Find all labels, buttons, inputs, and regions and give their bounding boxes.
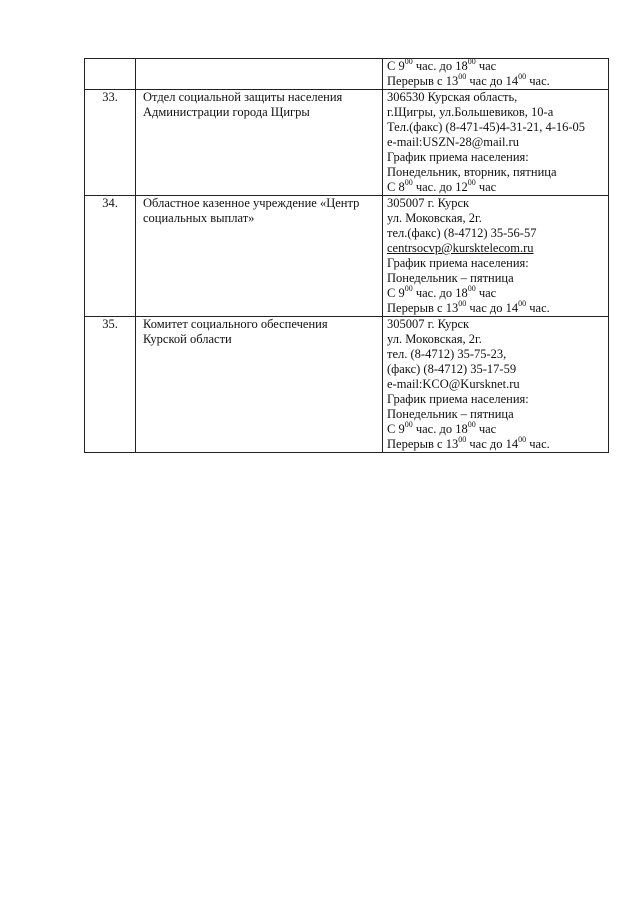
phone-line: Тел.(факс) (8-471-45)4-31-21, 4-16-05 <box>387 120 586 134</box>
address-line: ул. Моковская, 2г. <box>387 211 482 225</box>
schedule-title: График приема населения: <box>387 392 529 406</box>
schedule-days: Понедельник – пятница <box>387 271 514 285</box>
break-hours: Перерыв с $13^{00}$ час до $14^{00}$ час. <box>387 434 550 451</box>
table-row <box>85 196 609 317</box>
contact-cell <box>383 317 609 453</box>
contact-cell <box>383 90 609 196</box>
working-hours: С $8^{00}$ час. до $12^{00}$ час <box>387 177 497 194</box>
contact-cell <box>383 196 609 317</box>
schedule-days: Понедельник, вторник, пятница <box>387 165 557 179</box>
agency-name <box>136 59 383 90</box>
phone-line: тел. (8-4712) 35-75-23, <box>387 347 507 361</box>
contact-cell <box>383 56 609 90</box>
address-line: 305007 г. Курск <box>387 317 470 331</box>
row-number: 34. <box>85 196 136 317</box>
email-link[interactable]: centrsocvp@kursktelecom.ru <box>387 241 534 255</box>
email-line: e-mail:USZN-28@mail.ru <box>387 135 519 149</box>
agencies-table <box>84 58 609 453</box>
address-line: г.Щигры, ул.Большевиков, 10-а <box>387 105 554 119</box>
break-hours: Перерыв с $13^{00}$ час до $14^{00}$ час. <box>387 71 550 88</box>
address-line: ул. Моковская, 2г. <box>387 332 482 346</box>
schedule-title: График приема населения: <box>387 150 529 164</box>
agency-name: Отдел социальной защиты населения Администрации города Щигры <box>136 90 383 196</box>
schedule-days: Понедельник – пятница <box>387 407 514 421</box>
table-row <box>85 90 609 196</box>
table-row <box>85 59 609 90</box>
row-number: 35. <box>85 317 136 453</box>
email-line: e-mail:KCO@Kursknet.ru <box>387 377 520 391</box>
working-hours: С $9^{00}$ час. до $18^{00}$ час <box>387 419 497 436</box>
working-hours: С $9^{00}$ час. до $18^{00}$ час <box>387 56 497 73</box>
agency-name: Комитет социального обеспечения Курской области <box>136 317 383 453</box>
working-hours: С $9^{00}$ час. до $18^{00}$ час <box>387 283 497 300</box>
address-line: 306530 Курская область, <box>387 90 518 104</box>
schedule-title: График приема населения: <box>387 256 529 270</box>
row-number <box>85 59 136 90</box>
agency-name: Областное казенное учреждение «Центр социальных выплат» <box>136 196 383 317</box>
table-row <box>85 317 609 453</box>
phone-line: тел.(факс) (8-4712) 35-56-57 <box>387 226 537 240</box>
address-line: 305007 г. Курск <box>387 196 470 210</box>
row-number: 33. <box>85 90 136 196</box>
break-hours: Перерыв с $13^{00}$ час до $14^{00}$ час. <box>387 298 550 315</box>
fax-line: (факс) (8-4712) 35-17-59 <box>387 362 517 376</box>
